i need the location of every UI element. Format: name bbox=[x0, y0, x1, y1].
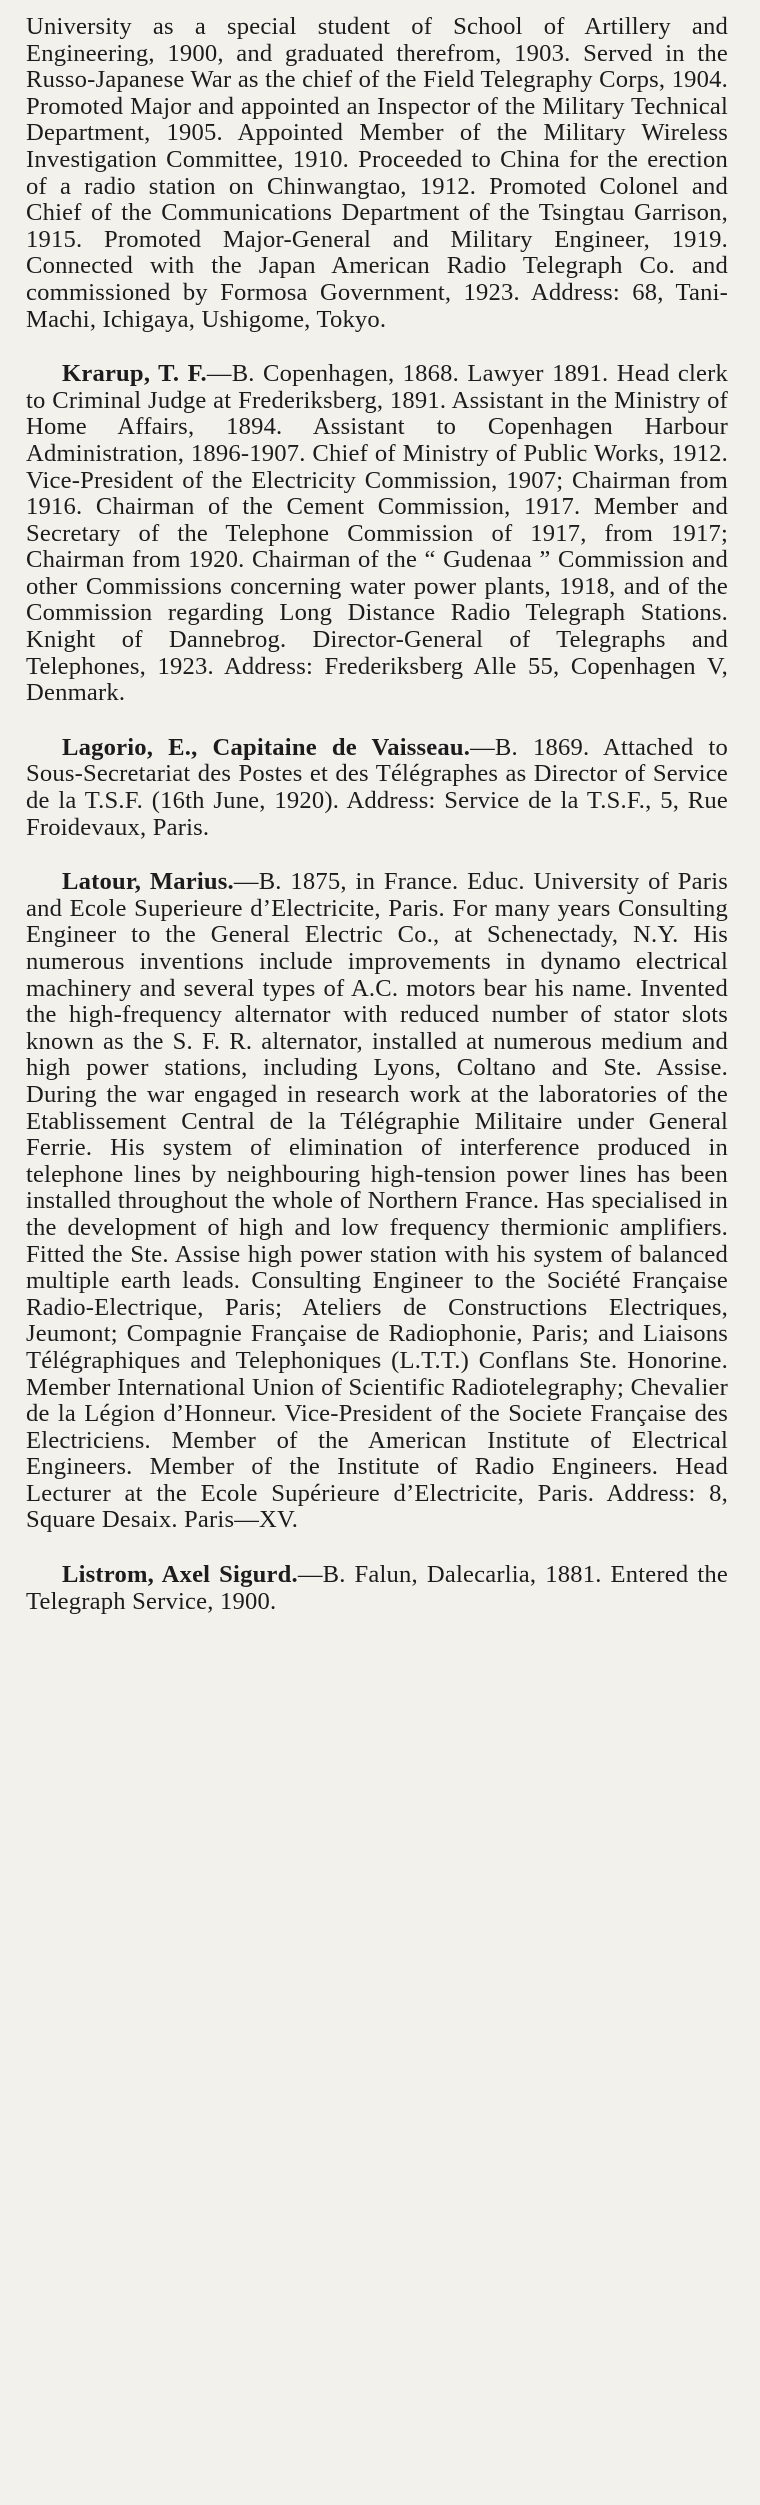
entry-latour bbox=[26, 869, 728, 1534]
entry-listrom bbox=[26, 1562, 728, 1615]
entry-name: Latour, Marius. bbox=[62, 868, 234, 896]
entry-krarup bbox=[26, 361, 728, 707]
entry-text: —B. 1869. Attached to Sous-Secretariat des Postes et des Télégraphes as Director of Service de la T.S.F. (16th June, 1920). Address: Service de la T.S.F., 5, Rue Froidevaux, Paris. bbox=[26, 733, 728, 841]
entry-continuation bbox=[26, 14, 728, 333]
text-column bbox=[26, 14, 728, 1615]
entry-text: —B. 1875, in France. Educ. University of Paris and Ecole Superieure d’Electricite, Paris. For many years Consulting Engineer to the General Electric Co., at Schenectady, N.Y. His numerous inventions include improvements in dynamo electrical machinery and several types of A.C. motors bear his name. Invented the high-frequency alternator with reduced number of stator slots known as the S. F. R. alternator, installed at numerous medium and high power stations, including Lyons, Coltano and Ste. Assise. During the war engaged in research work at the laboratories of the Etablissement Central de la Télégraphie Militaire under General Ferrie. His system of elimination of interference produced in telephone lines by neighbouring high-tension power lines has been installed throughout the whole of Northern France. Has specialised in the development of high and low frequency thermionic amplifiers. Fitted the Ste. Assise high power station with his system of balanced multiple earth leads. Consulting Engineer to the Société Française Radio-Electrique, Paris; Ateliers de Constructions Electriques, Jeumont; Compagnie Française de Radiophonie, Paris; and Liaisons Télégraphiques and Telephoniques (L.T.T.) Conflans Ste. Honorine. Member International Union of Scientific Radiotelegraphy; Chevalier de la Légion d’Honneur. Vice-President of the Societe Française des Electriciens. Member of the American Institute of Electrical Engineers. Member of the Institute of Radio Engineers. Head Lecturer at the Ecole Supérieure d’Electricite, Paris. Address: 8, Square Desaix. Paris—XV. bbox=[26, 868, 728, 1534]
entry-text: —B. Copenhagen, 1868. Lawyer 1891. Head clerk to Criminal Judge at Frederiksberg, 1891. Assistant in the Ministry of Home Affairs, 1894. Assistant to Copenhagen Harbour Administration, 1896-1907. Chief of Ministry of Public Works, 1912. Vice-President of the Electricity Commission, 1907; Chairman from 1916. Chairman of the Cement Commission, 1917. Member and Secretary of the Telephone Commission of 1917, from 1917; Chairman from 1920. Chairman of the “ Gudenaa ” Commission and other Commissions concerning water power plants, 1918, and of the Commission regarding Long Distance Radio Telegraph Stations. Knight of Dannebrog. Director-General of Telegraphs and Telephones, 1923. Address: Frederiksberg Alle 55, Copenhagen V, Denmark. bbox=[26, 360, 728, 707]
entry-name: Krarup, T. F. bbox=[62, 360, 207, 388]
entry-name: Listrom, Axel Sigurd. bbox=[62, 1561, 298, 1589]
entry-text: University as a special student of School of Artillery and Engineering, 1900, and graduated therefrom, 1903. Served in the Russo-Japanese War as the chief of the Field Telegraphy Corps, 1904. Promoted Major and appointed an Inspector of the Military Technical Department, 1905. Appointed Member of the Military Wireless Investigation Committee, 1910. Proceeded to China for the erection of a radio station on Chinwangtao, 1912. Promoted Colonel and Chief of the Communications Department of the Tsingtau Garrison, 1915. Promoted Major-General and Military Engineer, 1919. Connected with the Japan American Radio Telegraph Co. and commissioned by Formosa Government, 1923. Address: 68, Tani-Machi, Ichigaya, Ushigome, Tokyo. bbox=[26, 13, 728, 333]
entry-name: Lagorio, E., Capitaine de Vaisseau. bbox=[62, 733, 471, 761]
entry-lagorio bbox=[26, 735, 728, 841]
entry-text: —B. Falun, Dalecarlia, 1881. Entered the Telegraph Service, 1900. bbox=[26, 1561, 728, 1615]
